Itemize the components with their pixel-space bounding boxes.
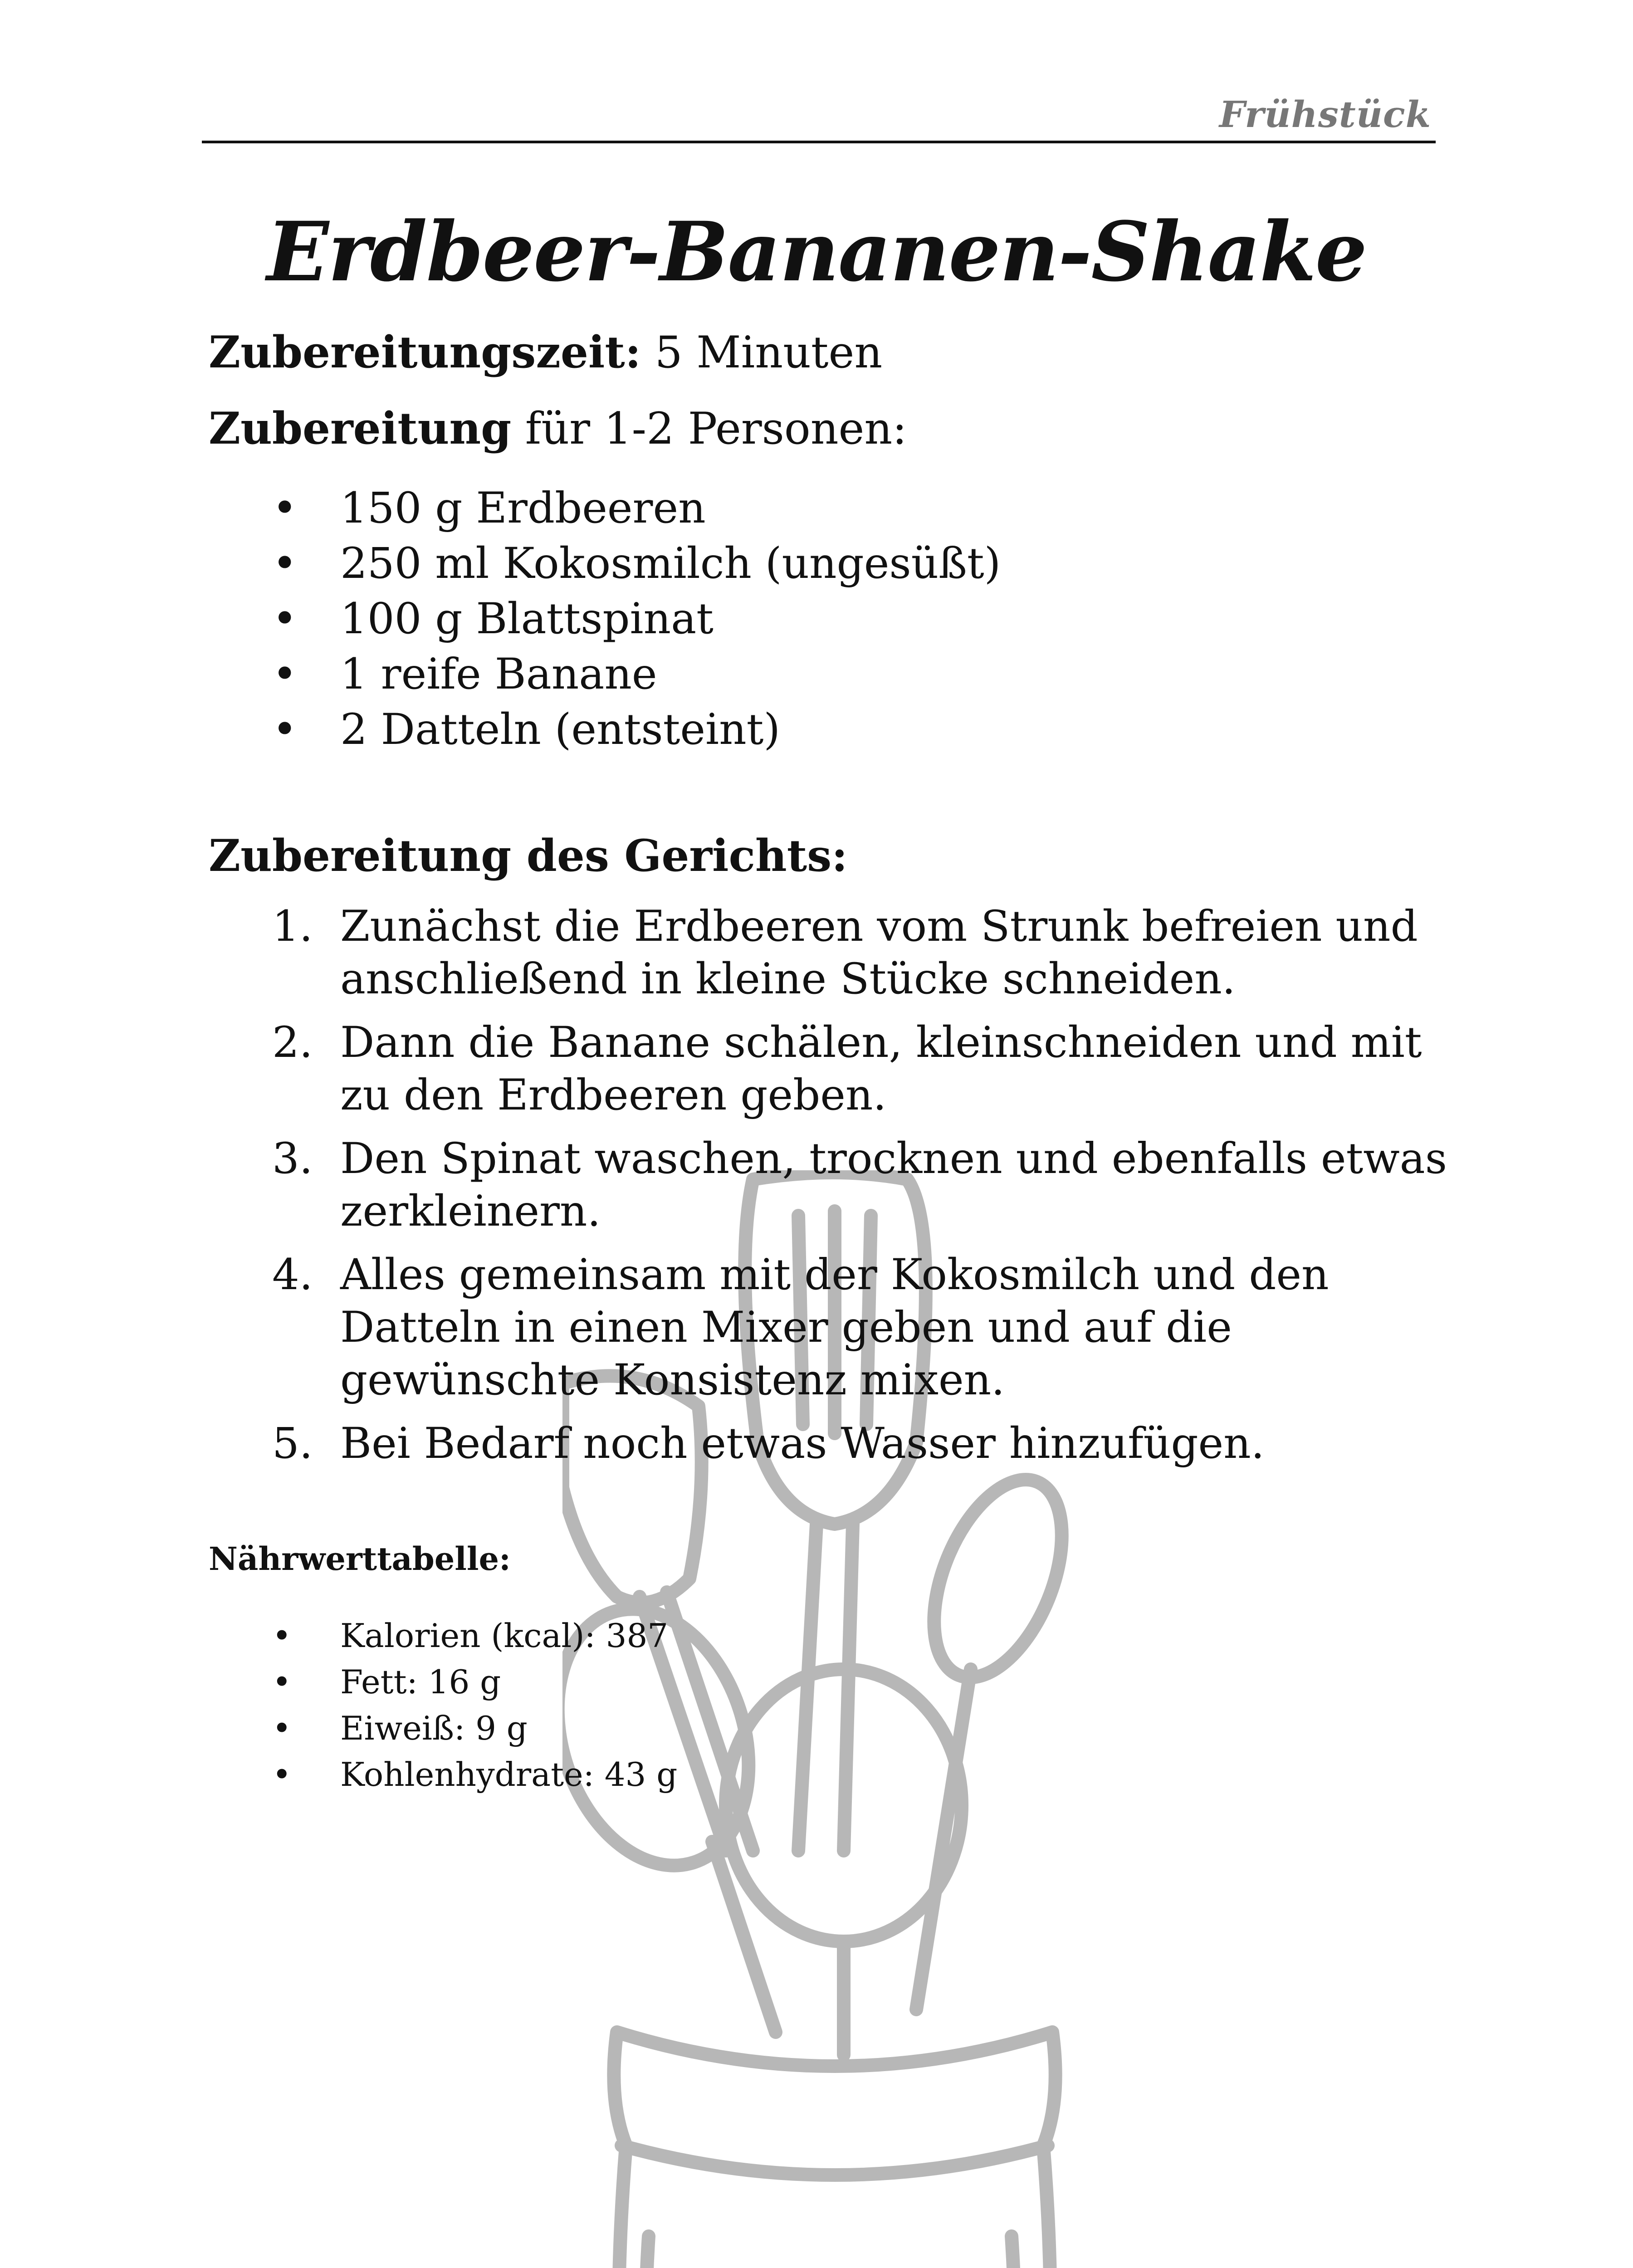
prep-time: [209, 325, 882, 380]
step-item: [272, 1017, 1452, 1122]
ingredients-list: [272, 481, 1001, 758]
step-item: [272, 1249, 1452, 1407]
page-title: Erdbeer-Bananen-Shake: [266, 204, 1367, 300]
step-number: 1.: [272, 902, 313, 951]
nutrition-list: [272, 1613, 677, 1798]
step-item: [272, 1133, 1452, 1238]
step-number: 5.: [272, 1419, 313, 1468]
step-number: 2.: [272, 1018, 313, 1067]
servings-value: für 1-2 Personen:: [525, 403, 907, 454]
nutrition-item: • Eiweiß: 9 g: [272, 1705, 677, 1751]
ingredient-item: • 1 reife Banane: [272, 647, 1001, 702]
servings-label: Zubereitung: [209, 403, 512, 454]
ingredient-item: • 2 Datteln (entsteint): [272, 702, 1001, 758]
nutrition-heading: Nährwerttabelle:: [209, 1540, 511, 1578]
servings: [209, 401, 907, 456]
step-item: [272, 1418, 1452, 1470]
step-text: Alles gemeinsam mit der Kokosmilch und den Datteln in einen Mixer geben und auf die gewünschte Konsistenz mixen.: [340, 1250, 1329, 1405]
nutrition-item: • Kohlenhydrate: 43 g: [272, 1751, 677, 1798]
step-item: [272, 900, 1452, 1006]
step-text: Bei Bedarf noch etwas Wasser hinzufügen.: [340, 1419, 1265, 1468]
step-text: Dann die Banane schälen, kleinschneiden und mit zu den Erdbeeren geben.: [340, 1018, 1422, 1120]
section-header: Frühstück: [1219, 93, 1431, 136]
steps-heading: Zubereitung des Gerichts:: [209, 830, 848, 881]
step-text: Zunächst die Erdbeeren vom Strunk befreien und anschließend in kleine Stücke schneiden.: [340, 902, 1418, 1004]
prep-time-value: 5 Minuten: [655, 327, 883, 378]
ingredient-item: • 100 g Blattspinat: [272, 591, 1001, 647]
nutrition-item: • Kalorien (kcal): 387: [272, 1613, 677, 1659]
step-text: Den Spinat waschen, trocknen und ebenfalls etwas zerkleinern.: [340, 1134, 1447, 1236]
step-number: 3.: [272, 1134, 313, 1183]
ingredient-item: • 150 g Erdbeeren: [272, 481, 1001, 536]
nutrition-item: • Fett: 16 g: [272, 1659, 677, 1705]
step-number: 4.: [272, 1250, 313, 1300]
steps-list: [272, 900, 1452, 1481]
prep-time-label: Zubereitungszeit:: [209, 327, 641, 378]
header-rule: [202, 141, 1436, 143]
ingredient-item: • 250 ml Kokosmilch (ungesüßt): [272, 536, 1001, 591]
